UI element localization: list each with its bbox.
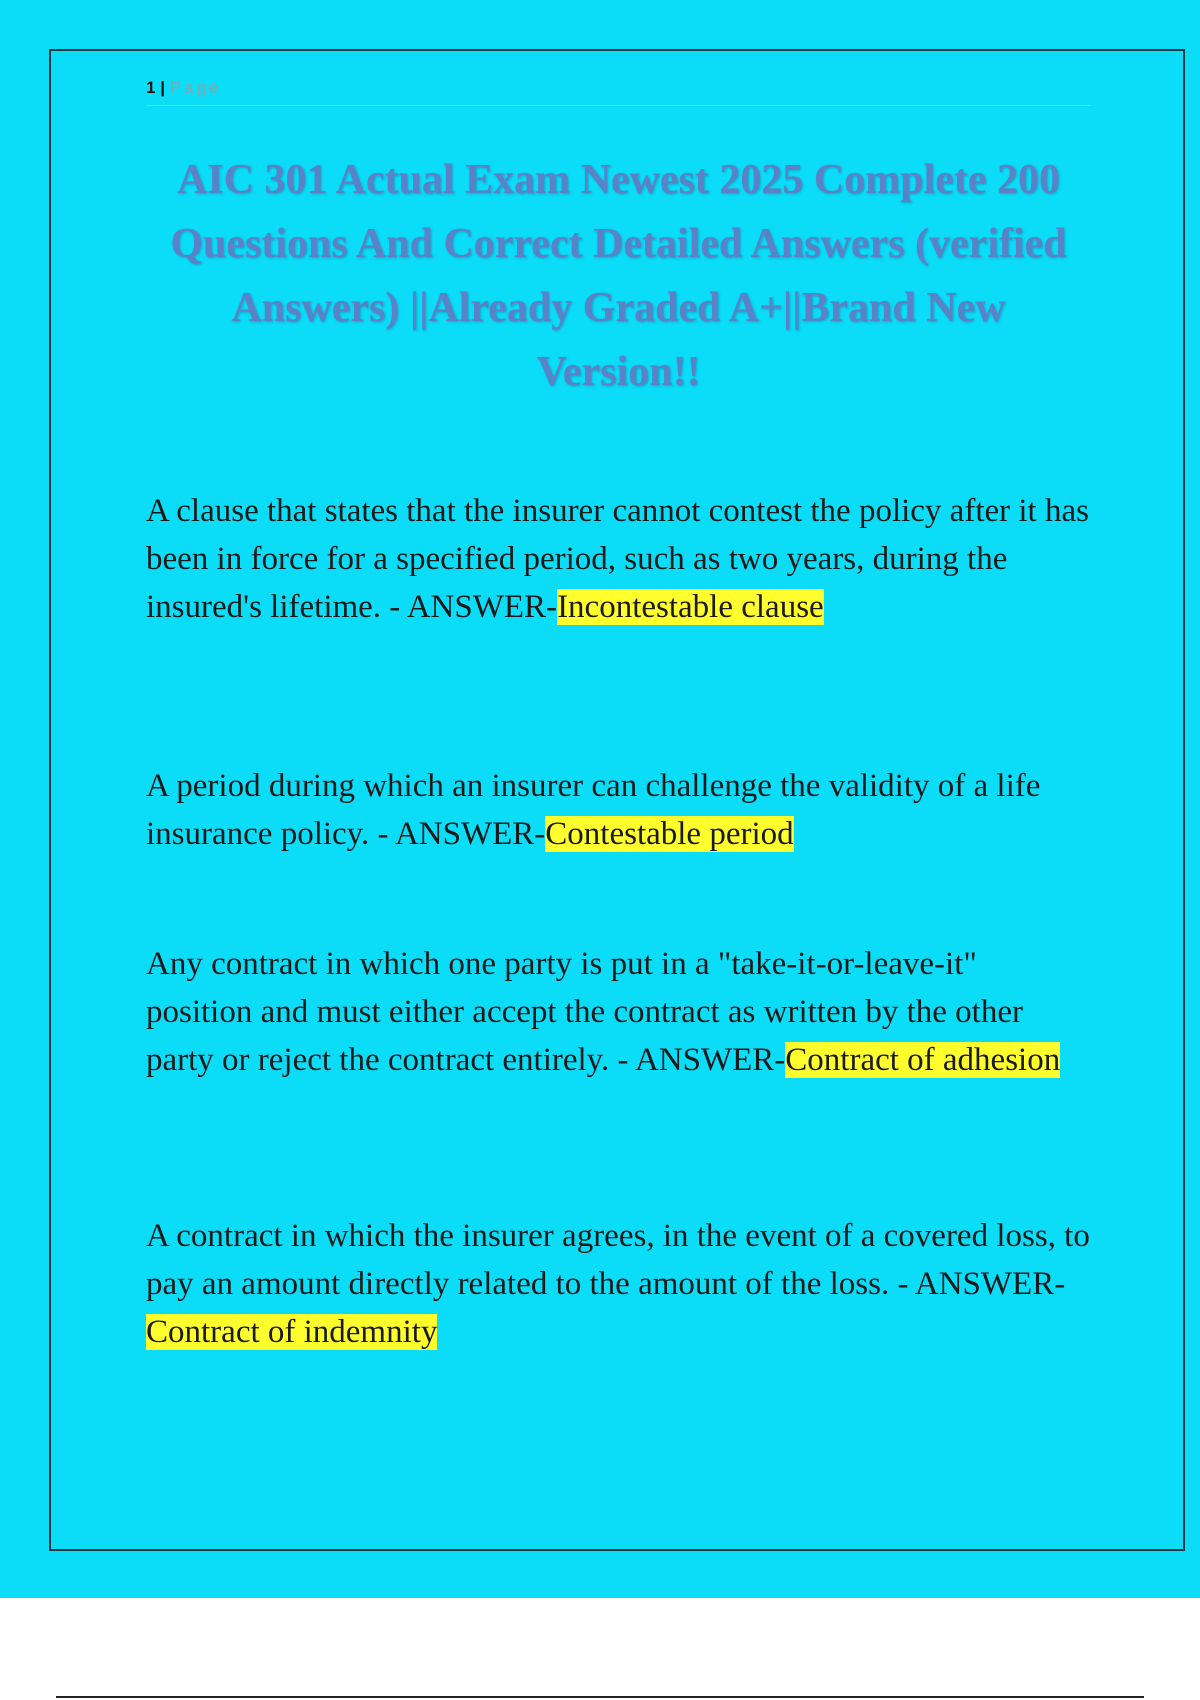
question-text: A period during which an insurer can challenge the validity of a life insurance policy. - ANSWER- <box>146 768 1041 852</box>
answer-highlight: Contract of indemnity <box>146 1314 438 1350</box>
page-label: Page <box>169 78 222 97</box>
qa-item <box>146 762 1091 858</box>
document-title: AIC 301 Actual Exam Newest 2025 Complete 200 Questions And Correct Detailed Answers (verified Answers) ||Already Graded A+||Brand New Version!! <box>170 157 1067 395</box>
qa-item <box>146 1212 1091 1356</box>
footer-divider <box>56 1696 1144 1698</box>
qa-item <box>146 487 1091 631</box>
answer-highlight: Contestable period <box>545 816 794 852</box>
answer-highlight: Incontestable clause <box>557 589 824 625</box>
question-text: Any contract in which one party is put in a "take-it-or-leave-it" position and must either accept the contract as written by the other party or reject the contract entirely. - ANSWER- <box>146 946 1023 1078</box>
page-header <box>146 74 1091 106</box>
page-number-separator: | <box>160 78 170 97</box>
qa-item <box>146 940 1091 1084</box>
page-number: 1 <box>146 78 156 97</box>
question-text: A contract in which the insurer agrees, in the event of a covered loss, to pay an amount directly related to the amount of the loss. - ANSWER- <box>146 1218 1090 1302</box>
answer-highlight: Contract of adhesion <box>785 1042 1061 1078</box>
question-text: A clause that states that the insurer cannot contest the policy after it has been in force for a specified period, such as two years, during the insured's lifetime. - ANSWER- <box>146 493 1089 625</box>
